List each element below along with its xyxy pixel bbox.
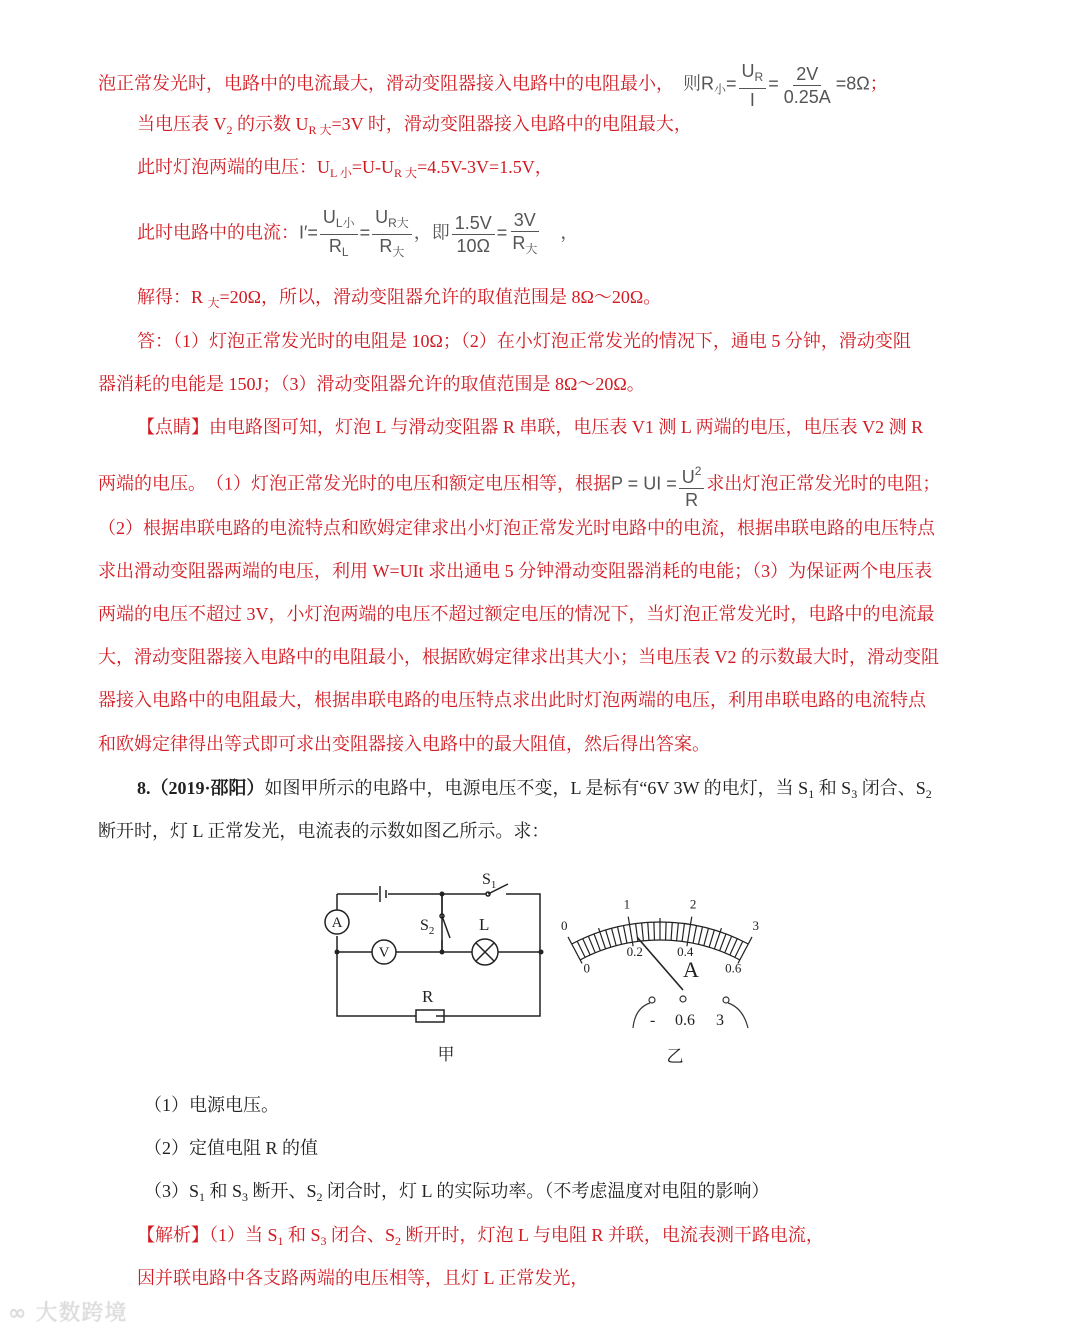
text-line xyxy=(137,1223,824,1253)
text-run: ； xyxy=(869,73,888,94)
text-run: 两端的电压不超过 3V，小灯泡两端的电压不超过额定电压的情况下，当灯泡正常发光时，电路中的电流最 xyxy=(98,604,935,624)
text-run: （3）S xyxy=(144,1181,200,1201)
denominator xyxy=(682,489,701,511)
subscript: 2 xyxy=(226,123,233,137)
text-run: 3V xyxy=(513,210,536,230)
text-line xyxy=(137,155,553,185)
text-line xyxy=(98,732,710,756)
meter-tick xyxy=(588,936,595,953)
subscript: 3 xyxy=(851,787,858,801)
subscript: 1 xyxy=(277,1234,284,1248)
denominator xyxy=(376,235,407,263)
fraction xyxy=(452,212,495,257)
denominator xyxy=(454,235,493,257)
resistor-label: R xyxy=(422,987,434,1006)
meter-tick xyxy=(577,941,585,957)
text-line xyxy=(98,60,888,111)
meter-tick xyxy=(623,926,626,944)
text-run: 因并联电路中各支路两端的电压相等，且灯 L 正常发光， xyxy=(137,1268,589,1288)
text-run: 大，滑动变阻器接入电路中的电阻最小，根据欧姆定律求出其大小；当电压表 V2 的示数最大时，滑动变阻 xyxy=(98,647,939,667)
text-line xyxy=(98,372,645,396)
text-run: （1）电源电压。 xyxy=(144,1095,279,1115)
fraction xyxy=(739,60,767,111)
text-run: 求出滑动变阻器两端的电压，利用 W=UIt 求出通电 5 分钟滑动变阻器消耗的电能；（3）为保证两个电压表 xyxy=(98,561,933,581)
meter-bottom-scale-label: 0.4 xyxy=(677,944,694,960)
text-line xyxy=(98,516,935,540)
meter-tick xyxy=(642,923,644,941)
meter-tick xyxy=(654,922,655,940)
text-line xyxy=(137,1266,588,1290)
text-run: = xyxy=(359,222,371,243)
meter-tick xyxy=(709,930,714,947)
text-run: 器接入电路中的电阻最大，根据串联电路的电压特点求出此时灯泡两端的电压，利用串联电路的电流特点 xyxy=(98,690,926,710)
text-run: I′= xyxy=(299,222,318,243)
subscript: 3 xyxy=(242,1190,249,1204)
meter-tick xyxy=(730,939,737,955)
text-run: = xyxy=(496,222,508,243)
fraction xyxy=(372,206,412,263)
watermark-logo: ∞ 大数跨境 xyxy=(8,1301,128,1326)
meter-tick xyxy=(704,928,709,945)
meter-tick xyxy=(648,922,649,940)
subscript: 2 xyxy=(316,1190,323,1204)
text-line xyxy=(98,645,939,669)
text-run: 器消耗的电能是 150J；（3）滑动变阻器允许的取值范围是 8Ω～20Ω。 xyxy=(98,374,645,394)
text-run: 断开时，灯泡 L 与电阻 R 并联，电流表测干路电流， xyxy=(401,1225,824,1245)
subscript: R 大 xyxy=(394,166,418,180)
voltmeter-label: V xyxy=(378,945,390,961)
meter-tick xyxy=(677,923,679,941)
text-line xyxy=(144,1136,318,1160)
text-line xyxy=(137,415,923,439)
text-run: U xyxy=(322,207,336,227)
subscript: 小 xyxy=(714,82,727,97)
meter-top-scale-label: 1 xyxy=(623,896,631,912)
text-line xyxy=(98,559,932,583)
subscript: 2 xyxy=(395,1234,402,1248)
terminal-3[interactable]: 3 xyxy=(716,1012,724,1029)
meter-tick xyxy=(606,930,611,947)
text-run: 两端的电压。 （1）灯泡正常发光时的电压和额定电压相等，根据 xyxy=(98,473,611,494)
fraction xyxy=(509,209,540,260)
text-run: 和 S xyxy=(283,1225,321,1245)
numerator xyxy=(739,60,767,89)
text-run: I xyxy=(749,90,755,110)
numerator xyxy=(372,206,412,235)
lamp-label: L xyxy=(479,915,490,934)
text-run: 如图甲所示的电路中，电源电压不变，L 是标有“6V 3W 的电灯，当 S xyxy=(264,778,809,798)
meter-tick xyxy=(725,936,732,953)
denominator xyxy=(326,235,352,263)
text-line xyxy=(137,206,578,263)
meter-tick xyxy=(671,922,672,940)
meter-top-scale-label: 2 xyxy=(689,896,697,912)
ammeter-dial xyxy=(568,917,752,964)
subscript: 3 xyxy=(320,1234,327,1248)
denominator xyxy=(781,86,834,108)
text-run: 断开时，灯 L 正常发光，电流表的示数如图乙所示。求： xyxy=(98,821,550,841)
switch-s2-label: $S_2$ xyxy=(420,917,435,937)
subscript: L 小 xyxy=(330,166,352,180)
meter-tick xyxy=(720,934,726,951)
fraction xyxy=(320,206,358,263)
text-run: 2V xyxy=(796,64,819,84)
text-run: 此时灯泡两端的电压：U xyxy=(137,157,330,177)
text-run: 闭合时，灯 L 的实际功率。（不考虑温度对电阻的影响） xyxy=(322,1181,770,1201)
numerator xyxy=(793,63,821,86)
text-line xyxy=(137,112,692,142)
meter-top-scale-label: 0 xyxy=(560,917,568,933)
text-run: 闭合、S xyxy=(857,778,926,798)
meter-tick xyxy=(628,917,633,947)
text-run: =3V 时，滑动变阻器接入电路中的电阻最大， xyxy=(331,114,692,134)
denominator xyxy=(509,232,540,260)
text-line xyxy=(144,1179,769,1209)
figure-caption-yi: 乙 xyxy=(666,1047,684,1066)
superscript: 2 xyxy=(694,464,702,478)
numerator xyxy=(511,209,539,232)
text-run: （2）定值电阻 R 的值 xyxy=(144,1138,319,1158)
text-run: 当电压表 V xyxy=(137,114,227,134)
subscript: 1 xyxy=(199,1190,206,1204)
text-line xyxy=(137,285,661,315)
text-line xyxy=(137,776,932,806)
meter-tick xyxy=(687,917,692,947)
denominator xyxy=(747,89,758,111)
text-run: = xyxy=(726,73,737,94)
meter-tick xyxy=(568,937,582,963)
text-run: R xyxy=(512,233,526,253)
text-run: U xyxy=(741,61,755,81)
text-line xyxy=(98,819,549,843)
terminal-0-6[interactable]: 0.6 xyxy=(675,1012,695,1029)
text-run: 10Ω xyxy=(456,236,491,256)
text-run: 此时电路中的电流： xyxy=(137,222,299,243)
subscript: 2 xyxy=(925,787,932,801)
subscript: R xyxy=(754,70,764,84)
meter-tick xyxy=(617,927,621,945)
subscript: 大 xyxy=(207,296,220,310)
text-run: 和欧姆定律得出等式即可求出变阻器接入电路中的最大阻值，然后得出答案。 xyxy=(98,734,710,754)
text-run: 【点睛】由电路图可知，灯泡 L 与滑动变阻器 R 串联，电压表 V1 测 L 两端的电压，电压表 V2 测 R xyxy=(137,417,924,437)
text-run: =20Ω，所以，滑动变阻器允许的取值范围是 8Ω～20Ω。 xyxy=(219,287,662,307)
subscript: 大 xyxy=(525,242,538,256)
terminal-negative[interactable]: - xyxy=(650,1012,656,1029)
text-run: P = UI = xyxy=(611,473,677,494)
text-run: =U-U xyxy=(351,157,395,177)
meter-tick xyxy=(698,927,702,945)
text-run: 求出灯泡正常发光时的电阻； xyxy=(706,473,941,494)
meter-tick xyxy=(735,941,743,957)
fraction xyxy=(679,460,705,511)
subscript: 1 xyxy=(808,787,815,801)
text-run: R xyxy=(685,490,699,510)
text-run: （2）根据串联电路的电流特点和欧姆定律求出小灯泡正常发光时电路中的电流，根据串联电路的电压特点 xyxy=(98,518,935,538)
subscript: L xyxy=(341,245,349,259)
figure-caption-jia: 甲 xyxy=(437,1045,455,1064)
text-run: 泡正常发光时，电路中的电流最大，滑动变阻器接入电路中的电阻最小， xyxy=(98,73,683,94)
meter-tick xyxy=(612,928,617,945)
fraction xyxy=(781,63,834,108)
switch-s1-label: $S_1$ xyxy=(482,871,497,891)
subscript: L小 xyxy=(335,216,355,230)
text-run: 8.（2019·邵阳） xyxy=(137,778,265,798)
text-run: 断开、S xyxy=(248,1181,317,1201)
meter-bottom-scale-label: 0.6 xyxy=(725,960,742,976)
text-run: 答：（1）灯泡正常发光时的电阻是 10Ω；（2）在小灯泡正常发光的情况下，通电 5 分钟，滑动变阻 xyxy=(137,331,911,351)
text-run: 和 S xyxy=(814,778,852,798)
meter-tick xyxy=(594,934,600,951)
text-line xyxy=(98,602,935,626)
numerator xyxy=(452,212,495,235)
text-run: 闭合、S xyxy=(326,1225,396,1245)
text-run: 的示数 U xyxy=(232,114,309,134)
text-line xyxy=(137,329,911,353)
meter-tick xyxy=(682,924,684,942)
text-run: R xyxy=(379,236,393,256)
text-run: R xyxy=(328,236,342,256)
text-run: ， xyxy=(542,222,579,243)
text-run: 【解析】（1）当 S xyxy=(137,1225,278,1245)
subscript: R大 xyxy=(388,216,409,230)
ammeter-label: A xyxy=(331,915,343,931)
meter-tick xyxy=(666,922,667,940)
subscript: 大 xyxy=(392,245,405,259)
text-run: = xyxy=(768,73,779,94)
meter-tick xyxy=(693,926,696,944)
text-run: =8Ω xyxy=(835,73,870,94)
text-run: ，即 xyxy=(413,222,450,243)
meter-top-scale-label: 3 xyxy=(752,917,760,933)
meter-unit-label: A xyxy=(683,957,699,982)
circuit-figure xyxy=(300,860,800,1070)
meter-bottom-scale-label: 0.2 xyxy=(626,944,643,960)
text-run: 和 S xyxy=(205,1181,243,1201)
numerator xyxy=(320,206,358,235)
text-line xyxy=(144,1093,279,1117)
text-run: 1.5V xyxy=(454,213,492,233)
meter-bottom-scale-label: 0 xyxy=(583,960,591,976)
subscript: R 大 xyxy=(308,123,332,137)
text-run: 0.25A xyxy=(783,87,831,107)
text-run: =4.5V-3V=1.5V， xyxy=(417,157,553,177)
numerator xyxy=(679,460,705,489)
meter-needle xyxy=(637,937,683,990)
text-run: 解得：R xyxy=(137,287,208,307)
text-run: U xyxy=(681,467,695,487)
text-line xyxy=(98,460,940,511)
meter-tick xyxy=(583,939,590,955)
text-run: U xyxy=(375,207,389,227)
text-line xyxy=(98,688,926,712)
text-run: 则R xyxy=(683,73,714,94)
